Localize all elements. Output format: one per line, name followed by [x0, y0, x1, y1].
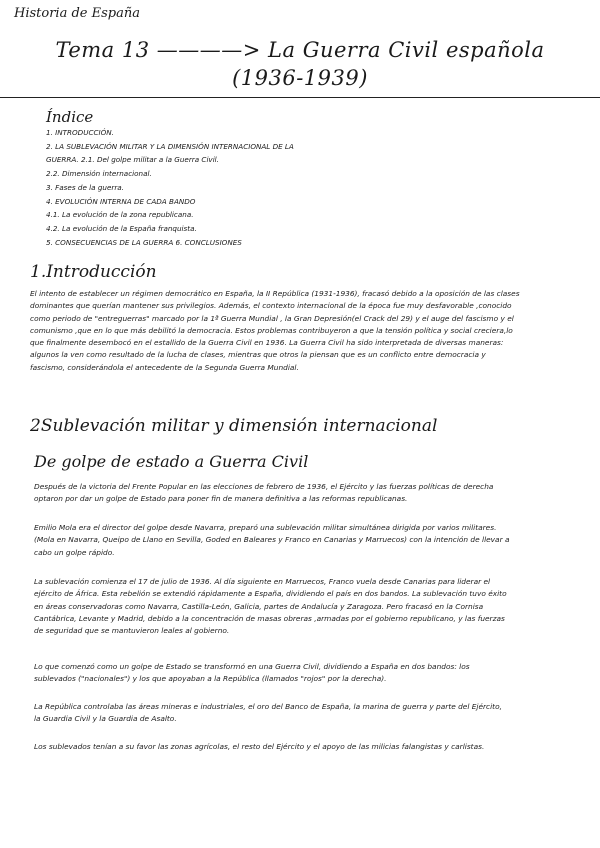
body-paragraph: La sublevación comienza el 17 de julio de 1936. Al día siguiente en Marruecos, Franco vuela desde Canarias para liderar el ejército de África. Esta rebelión se extendió rápidamente a España, dividiendo el país en dos bandos. La sublevación tuvo éxito en áreas conservadoras como Navarra, Castilla-León, Galicia, partes de Andalucía y Zaragoza. Pero fracasó en la Cornisa Cantábrica, Levante y Madrid, debido a la concentración de masas obreras ,armadas por el gobierno republicano, y las fuerzas de seguridad que se mantuvieron leales al gobierno. [34, 577, 507, 636]
index-item: GUERRA. 2.1. Del golpe militar a la Guerra Civil. [46, 155, 219, 165]
section-heading-sublevacion: 2Sublevación militar y dimensión internacional [30, 416, 438, 436]
index-heading: Índice [46, 108, 94, 126]
index-item: 5. CONSECUENCIAS DE LA GUERRA 6. CONCLUSIONES [46, 237, 242, 247]
document-title-dates: (1936-1939) [232, 66, 368, 90]
index-item: 4.2. La evolución de la España franquista. [46, 223, 197, 233]
subsection-heading-golpe: De golpe de estado a Guerra Civil [34, 452, 309, 471]
section-heading-introduccion: 1.Introducción [30, 262, 157, 282]
index-item: 4.1. La evolución de la zona republicana. [46, 210, 194, 220]
index-list [46, 126, 556, 249]
body-paragraph: La República controlaba las áreas mineras e industriales, el oro del Banco de España, la marina de guerra y parte del Ejército, la Guardia Civil y la Guardia de Asalto. [34, 702, 502, 724]
body-paragraph: Después de la victoria del Frente Popular en las elecciones de febrero de 1936, el Ejército y las fuerzas políticas de derecha optaron por dar un golpe de Estado para poner fin de manera definitiva a las reformas republicanas. [34, 482, 494, 504]
index-item: 4. EVOLUCIÓN INTERNA DE CADA BANDO [46, 196, 196, 206]
document-header-label: Historia de España [14, 6, 140, 21]
title-divider [0, 97, 600, 98]
intro-paragraph: El intento de establecer un régimen democrático en España, la II República (1931-1936), fracasó debido a la oposición de las clases dominantes que querían mantener sus privilegios. Además, el contexto internacional de la época fue muy desfavorable ,conocido como periodo de "entreguerras" marcado por la 1ª Guerra Mundial , la Gran Depresión(el Crack del 29) y el auge del fascismo y el comunismo ,que en lo que más debilitó la democracia. Estos problemas contribuyeron a que la tensión política y social creciera,lo que finalmente desembocó en el estallido de la Guerra Civil en 1936. La Guerra Civil ha sido interpretada de diversas maneras: algunos la ven como resultado de la lucha de clases, mientras que otros la piensan que es un conflicto entre democracia y fascismo, considerándola el antecedente de la Segunda Guerra Mundial. [30, 289, 520, 372]
body-paragraph: Emilio Mola era el director del golpe desde Navarra, preparó una sublevación militar simultánea dirigida por varios militares. (Mola en Navarra, Queipo de Llano en Sevilla, Goded en Baleares y Franco en Canarias y Marruecos) con la intención de llevar a cabo un golpe rápido. [34, 523, 510, 557]
index-item: 2. LA SUBLEVACIÓN MILITAR Y LA DIMENSIÓN INTERNACIONAL DE LA [46, 141, 294, 151]
body-paragraph: Los sublevados tenían a su favor las zonas agrícolas, el resto del Ejército y el apoyo de las milicias falangistas y carlistas. [34, 742, 485, 751]
document-title: Tema 13 ————> La Guerra Civil española [55, 38, 545, 62]
index-item: 3. Fases de la guerra. [46, 182, 124, 192]
index-item: 2.2. Dimensión internacional. [46, 169, 152, 179]
index-item: 1. INTRODUCCIÓN. [46, 128, 114, 137]
body-paragraph: Lo que comenzó como un golpe de Estado se transformó en una Guerra Civil, dividiendo a España en dos bandos: los sublevados ("nacionales") y los que apoyaban a la República (llamados "rojos" por la derecha). [34, 662, 470, 684]
